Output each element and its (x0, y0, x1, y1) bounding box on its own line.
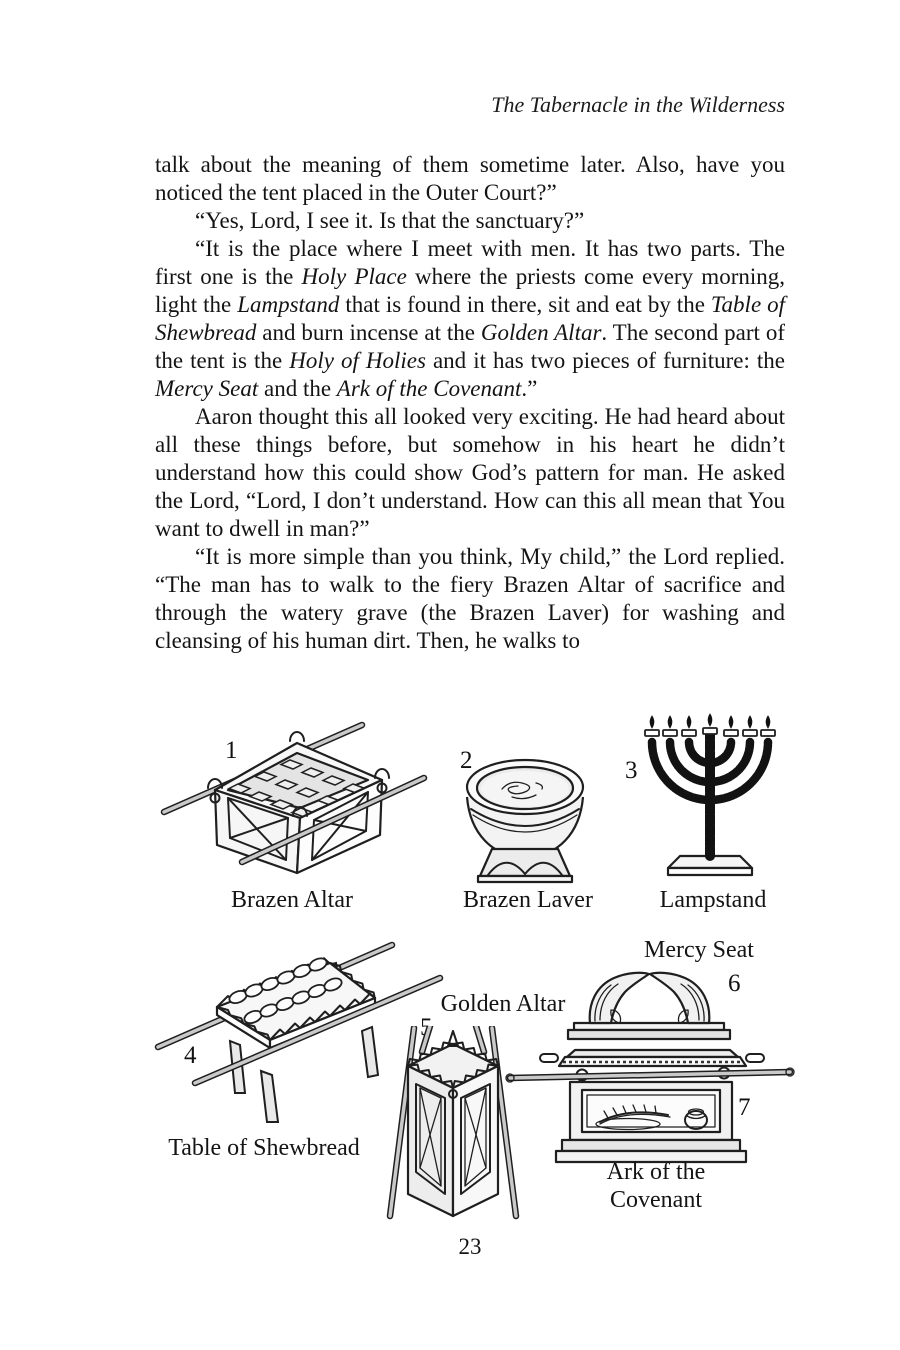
lampstand-drawing (640, 708, 800, 883)
figure-caption: Golden Altar (440, 991, 566, 1017)
paragraph: Aaron thought this all looked very exciting. He had heard about all these things before, but somehow in his heart he didn’t understand how this could show God’s pattern for man. He asked the Lord, “Lord, I don’t understand. How can this all mean that You want to dwell in man?” (155, 404, 785, 541)
ark-of-the-covenant-drawing (500, 1040, 800, 1165)
figure-number: 3 (625, 757, 638, 784)
brazen-altar-drawing (140, 708, 460, 888)
body-text (155, 151, 785, 655)
page-number: 23 (458, 1234, 482, 1259)
running-header: The Tabernacle in the Wilderness (491, 92, 785, 117)
figure-number: 4 (184, 1042, 197, 1069)
paragraph: “Yes, Lord, I see it. Is that the sanctuary?” (195, 208, 585, 233)
figure-number: 1 (225, 737, 238, 764)
paragraph: “It is the place where I meet with men. It has two parts. The first one is the Holy Place where the priests come every morning, light the Lampstand that is found in there, sit and eat by the Table of Shewbread and burn incense at the Golden Altar. The second part of the tent is the Holy of Holies and it has two pieces of furniture: the Mercy Seat and the Ark of the Covenant.” (155, 236, 785, 401)
paragraph: “It is more simple than you think, My child,” the Lord replied. “The man has to walk to the fiery Brazen Altar of sacrifice and through the watery grave (the Brazen Laver) for washing and cleansing of his human dirt. Then, he walks to (155, 544, 785, 653)
figure-caption: Lampstand (659, 887, 767, 913)
figure-number: 6 (728, 970, 741, 997)
mercy-seat-drawing (556, 960, 741, 1048)
figure-number: 2 (460, 747, 473, 774)
figure-caption: Ark of the Covenant (606, 1159, 706, 1213)
figure-number: 7 (738, 1094, 751, 1121)
brazen-laver-drawing (450, 745, 600, 885)
figure-number: 5 (420, 1014, 433, 1041)
figure-caption: Brazen Altar (231, 887, 353, 913)
figure-caption: Brazen Laver (463, 887, 593, 913)
figure-caption: Table of Shewbread (168, 1135, 360, 1161)
figure-caption: Mercy Seat (644, 937, 754, 963)
paragraph: talk about the meaning of them sometime later. Also, have you noticed the tent placed in the Outer Court?” (155, 152, 785, 205)
